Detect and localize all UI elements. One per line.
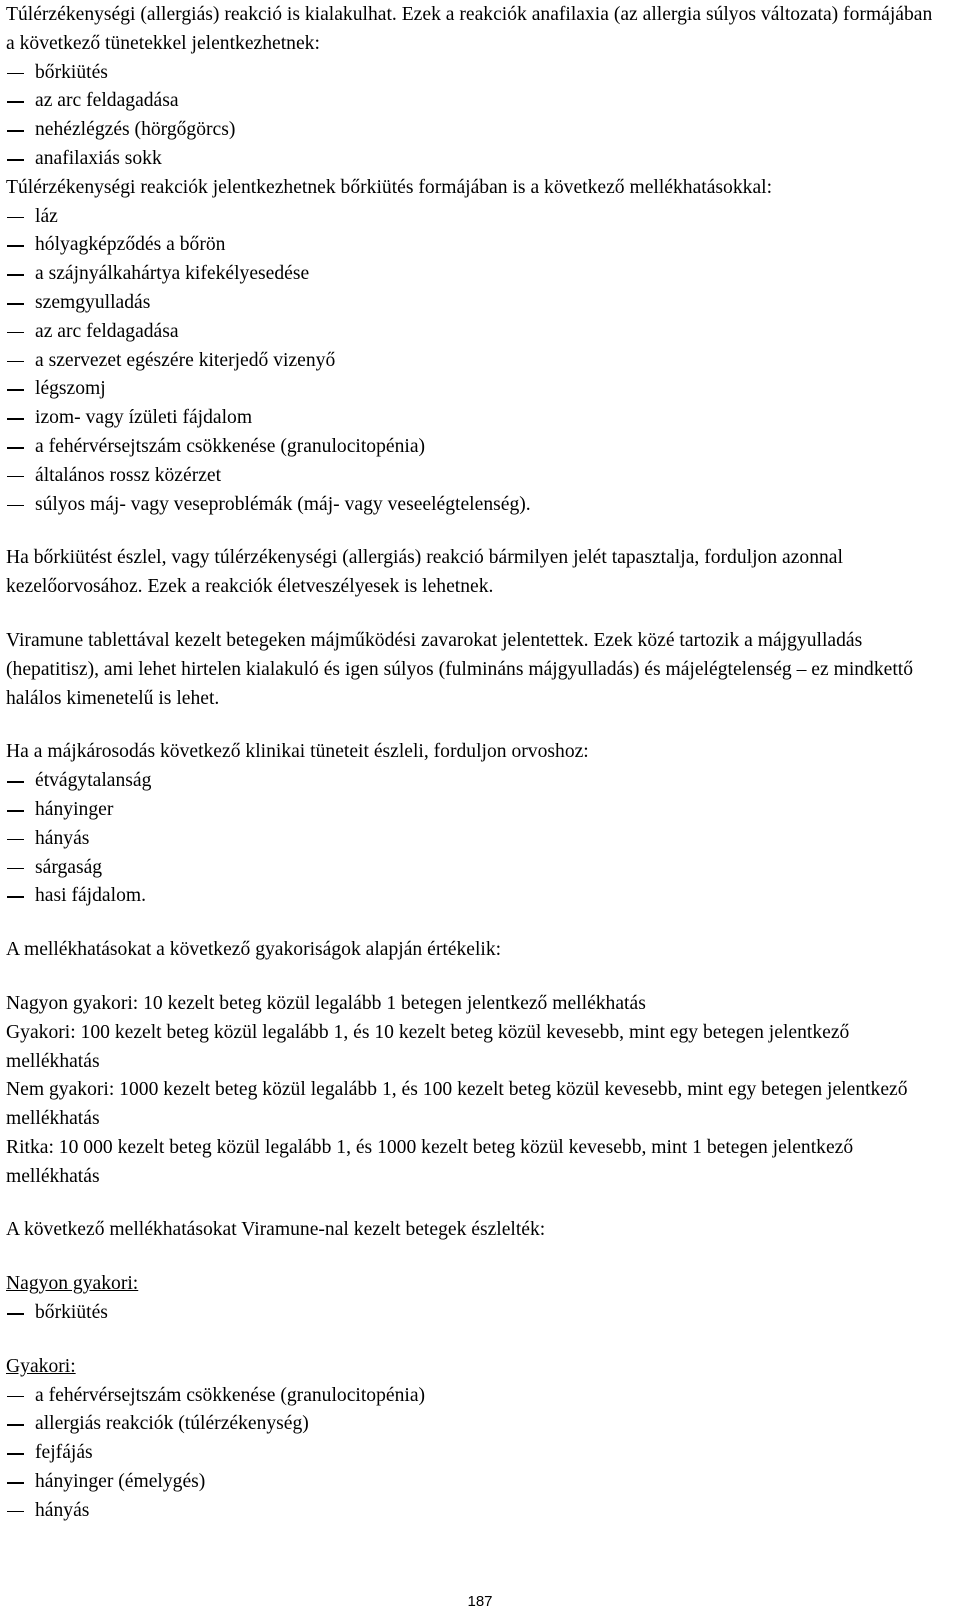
frequency-definition: Nagyon gyakori: 10 kezelt beteg közül legalább 1 betegen jelentkező mellékhatás <box>6 992 646 1014</box>
frequency-definition: Ritka: 10 000 kezelt beteg közül legalább 1, és 1000 kezelt beteg közül kevesebb, mint 1 betegen jelentkező mellékhatás <box>6 1136 854 1187</box>
list-item: hányinger (émelygés) <box>6 1468 936 1497</box>
list-item: hányás <box>6 825 936 854</box>
frequency-definition: Gyakori: 100 kezelt beteg közül legalább 1, és 10 kezelt beteg közül kevesebb, mint egy betegen jelentkező mellékhatás <box>6 1021 850 1072</box>
document-page <box>6 1 936 1526</box>
list-item: nehézlégzés (hörgőgörcs) <box>6 116 936 145</box>
list-item: étvágytalanság <box>6 767 936 796</box>
list-item: az arc feldagadása <box>6 318 936 347</box>
list-item: bőrkiütés <box>6 59 936 88</box>
list-item: szemgyulladás <box>6 289 936 318</box>
list-item: izom- vagy ízületi fájdalom <box>6 404 936 433</box>
list-item: hányás <box>6 1497 936 1526</box>
frequency-definition: Nem gyakori: 1000 kezelt beteg közül legalább 1, és 100 kezelt beteg közül kevesebb, mint egy betegen jelentkező mellékhatás <box>6 1079 908 1130</box>
rash-reaction-paragraph: Túlérzékenységi reakciók jelentkezhetnek bőrkiütés formájában is a következő mellékhatásokkal: <box>6 176 773 198</box>
liver-signs-intro: Ha a májkárosodás következő klinikai tüneteit észleli, forduljon orvoshoz: <box>6 741 589 763</box>
hypersensitivity-paragraph: Túlérzékenységi (allergiás) reakció is kialakulhat. Ezek a reakciók anafilaxia (az allergia súlyos változata) formájában a következő tünetekkel jelentkezhetnek: <box>6 4 933 54</box>
list-item: a fehérvérsejtszám csökkenése (granulocitopénia) <box>6 433 936 462</box>
very-common-heading: Nagyon gyakori: <box>6 1273 139 1295</box>
list-item: allergiás reakciók (túlérzékenység) <box>6 1410 936 1439</box>
list-item: sárgaság <box>6 854 936 883</box>
list-item: súlyos máj- vagy veseproblémák (máj- vagy veseelégtelenség). <box>6 491 936 520</box>
liver-paragraph: Viramune tablettával kezelt betegeken májműködési zavarokat jelentettek. Ezek közé tartozik a májgyulladás (hepatitisz), ami lehet hirtelen kialakuló és igen súlyos (fulmináns májgyulladás) és májelégtelenség – ez mindkettő halálos kimenetelű is lehet. <box>6 629 914 709</box>
list-item: bőrkiütés <box>6 1299 936 1328</box>
list-item: hasi fájdalom. <box>6 882 936 911</box>
observed-effects-intro: A következő mellékhatásokat Viramune-nal kezelt betegek észlelték: <box>6 1219 546 1241</box>
frequency-intro: A mellékhatásokat a következő gyakoriságok alapján értékelik: <box>6 939 502 961</box>
anaphylaxis-symptom-list <box>6 59 936 174</box>
list-item: láz <box>6 203 936 232</box>
list-item: légszomj <box>6 375 936 404</box>
list-item: anafilaxiás sokk <box>6 145 936 174</box>
common-heading: Gyakori: <box>6 1355 76 1377</box>
page-number: 187 <box>467 1593 493 1610</box>
list-item: a szervezet egészére kiterjedő vizenyő <box>6 347 936 376</box>
list-item: fejfájás <box>6 1439 936 1468</box>
rash-side-effect-list <box>6 203 936 520</box>
rash-warning-paragraph: Ha bőrkiütést észlel, vagy túlérzékenységi (allergiás) reakció bármilyen jelét tapasztalja, forduljon azonnal kezelőorvosához. Ezek a reakciók életveszélyesek is lehetnek. <box>6 547 843 598</box>
list-item: hányinger <box>6 796 936 825</box>
very-common-list <box>6 1299 936 1328</box>
list-item: a fehérvérsejtszám csökkenése (granulocitopénia) <box>6 1382 936 1411</box>
list-item: általános rossz közérzet <box>6 462 936 491</box>
list-item: hólyagképződés a bőrön <box>6 231 936 260</box>
list-item: az arc feldagadása <box>6 87 936 116</box>
liver-sign-list <box>6 767 936 911</box>
list-item: a szájnyálkahártya kifekélyesedése <box>6 260 936 289</box>
common-list <box>6 1382 936 1526</box>
